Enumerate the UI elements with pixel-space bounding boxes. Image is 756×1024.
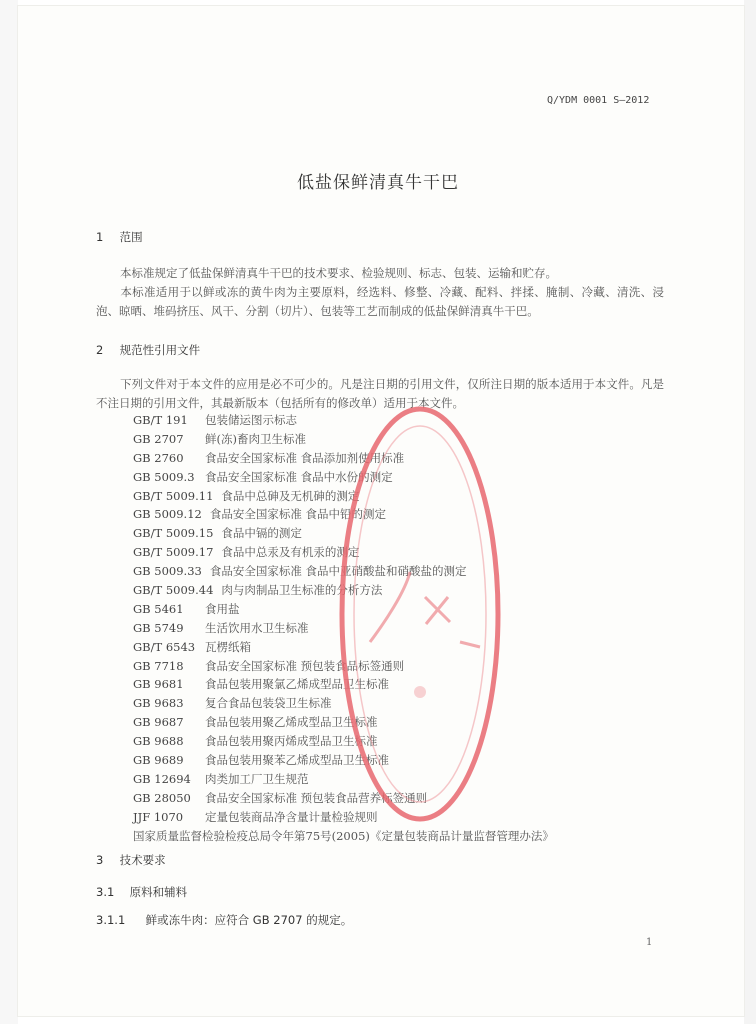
reference-code: GB 12694 bbox=[133, 771, 191, 786]
reference-title: 肉与肉制品卫生标准的分析方法 bbox=[221, 583, 383, 598]
reference-title: 食品中总汞及有机汞的测定 bbox=[221, 545, 360, 560]
reference-title: 肉类加工厂卫生规范 bbox=[205, 771, 309, 786]
reference-code: JJF 1070 bbox=[133, 809, 184, 824]
reference-code: GB/T 5009.17 bbox=[133, 545, 214, 560]
scan-edge-right bbox=[744, 0, 756, 1024]
reference-title: 复合食品包装袋卫生标准 bbox=[205, 696, 332, 711]
section-3-1-1-heading bbox=[96, 912, 352, 928]
reference-item bbox=[133, 505, 673, 524]
reference-item bbox=[133, 430, 673, 449]
reference-code: GB 2707 bbox=[133, 431, 184, 446]
section-3-1-1-number: 3.1.1 bbox=[96, 913, 126, 927]
section-1-paragraph-2-text: 本标准适用于以鲜或冻的黄牛肉为主要原料，经选料、修整、冷藏、配料、拌揉、腌制、冷藏、清洗、浸泡、晾晒、堆码挤压、风干、分割（切片）、包装等工艺而制成的低盐保鲜清真牛干巴。 bbox=[96, 285, 664, 318]
reference-title: 食品安全国家标准 食品中铅的测定 bbox=[209, 507, 387, 522]
section-2-intro bbox=[96, 375, 664, 413]
reference-title: 食用盐 bbox=[205, 601, 240, 616]
section-3-1-title: 原料和辅料 bbox=[129, 885, 188, 899]
section-2-intro-text: 下列文件对于本文件的应用是必不可少的。凡是注日期的引用文件，仅所注日期的版本适用于本文件。凡是不注日期的引用文件，其最新版本（包括所有的修改单）适用于本文件。 bbox=[96, 377, 664, 410]
reference-item bbox=[133, 487, 673, 506]
reference-item bbox=[133, 619, 673, 638]
reference-code: GB 9687 bbox=[133, 715, 184, 730]
reference-title: 国家质量监督检验检疫总局令年第75号(2005)《定量包装商品计量监督管理办法》 bbox=[133, 828, 554, 843]
standard-code: Q/YDM 0001 S—2012 bbox=[547, 95, 650, 106]
reference-title: 食品安全国家标准 预包装食品营养标签通则 bbox=[205, 790, 428, 805]
reference-title: 食品中镉的测定 bbox=[221, 526, 302, 541]
page-number: 1 bbox=[646, 937, 653, 948]
reference-item bbox=[133, 638, 673, 657]
reference-title: 食品安全国家标准 预包装食品标签通则 bbox=[205, 658, 405, 673]
reference-code: GB 5009.12 bbox=[133, 507, 202, 522]
reference-item bbox=[133, 770, 673, 789]
reference-title: 定量包装商品净含量计量检验规则 bbox=[205, 809, 378, 824]
section-1-number: 1 bbox=[96, 230, 104, 244]
section-1-heading bbox=[96, 229, 143, 245]
reference-item bbox=[133, 732, 673, 751]
section-3-1-1-text: 鲜或冻牛肉：应符合 GB 2707 的规定。 bbox=[145, 913, 353, 927]
section-1-paragraph-2 bbox=[96, 283, 664, 321]
reference-code: GB 7718 bbox=[133, 658, 184, 673]
reference-item bbox=[133, 751, 673, 770]
reference-title: 生活饮用水卫生标准 bbox=[205, 620, 309, 635]
reference-title: 食品中总砷及无机砷的测定 bbox=[221, 488, 360, 503]
reference-item bbox=[133, 468, 673, 487]
section-2-title: 规范性引用文件 bbox=[119, 343, 201, 357]
reference-code: GB 28050 bbox=[133, 790, 191, 805]
reference-title: 瓦楞纸箱 bbox=[205, 639, 251, 654]
reference-item bbox=[133, 694, 673, 713]
reference-code: GB/T 5009.44 bbox=[133, 583, 214, 598]
reference-title: 食品安全国家标准 食品中亚硝酸盐和硝酸盐的测定 bbox=[209, 564, 467, 579]
reference-code: GB 9689 bbox=[133, 753, 184, 768]
reference-code: GB 9683 bbox=[133, 696, 184, 711]
reference-title: 包装储运图示标志 bbox=[205, 413, 297, 427]
reference-title: 食品安全国家标准 食品中水份的测定 bbox=[205, 469, 393, 484]
reference-code: GB/T 5009.11 bbox=[133, 488, 214, 503]
section-3-number: 3 bbox=[96, 853, 104, 867]
reference-item bbox=[133, 657, 673, 676]
reference-code: GB 5749 bbox=[133, 620, 184, 635]
reference-title: 食品包装用聚乙烯成型品卫生标准 bbox=[205, 715, 378, 730]
reference-item bbox=[133, 562, 673, 581]
reference-code: GB/T 191 bbox=[133, 413, 188, 427]
reference-code: GB 5009.33 bbox=[133, 564, 202, 579]
reference-item bbox=[133, 449, 673, 468]
section-3-1-heading bbox=[96, 884, 187, 900]
reference-item bbox=[133, 581, 673, 600]
scan-edge-left bbox=[0, 0, 18, 1024]
reference-item bbox=[133, 808, 673, 827]
section-3-1-number: 3.1 bbox=[96, 885, 115, 899]
reference-title: 食品包装用聚苯乙烯成型品卫生标准 bbox=[205, 753, 389, 768]
reference-code: GB 9681 bbox=[133, 677, 184, 692]
reference-item bbox=[133, 827, 673, 846]
reference-item bbox=[133, 600, 673, 619]
reference-item bbox=[133, 411, 673, 430]
reference-code: GB/T 5009.15 bbox=[133, 526, 214, 541]
reference-title: 鲜(冻)畜肉卫生标准 bbox=[205, 431, 306, 446]
reference-code: GB 2760 bbox=[133, 450, 184, 465]
document-title: 低盐保鲜清真牛干巴 bbox=[297, 173, 459, 193]
reference-title: 食品包装用聚氯乙烯成型品卫生标准 bbox=[205, 677, 389, 692]
section-1-paragraph-1-text: 本标准规定了低盐保鲜清真牛干巴的技术要求、检验规则、标志、包装、运输和贮存。 bbox=[120, 266, 557, 280]
reference-code: GB/T 6543 bbox=[133, 639, 196, 654]
reference-code: GB 5009.3 bbox=[133, 469, 195, 484]
reference-code: GB 5461 bbox=[133, 601, 184, 616]
section-3-title: 技术要求 bbox=[119, 853, 166, 867]
reference-item bbox=[133, 789, 673, 808]
section-2-heading bbox=[96, 342, 200, 358]
section-2-number: 2 bbox=[96, 343, 104, 357]
reference-title: 食品安全国家标准 食品添加剂使用标准 bbox=[205, 450, 405, 465]
section-3-heading bbox=[96, 852, 166, 868]
section-1-title: 范围 bbox=[119, 230, 143, 244]
reference-title: 食品包装用聚丙烯成型品卫生标准 bbox=[205, 734, 378, 749]
reference-item bbox=[133, 713, 673, 732]
reference-item bbox=[133, 524, 673, 543]
reference-item bbox=[133, 543, 673, 562]
normative-references-list bbox=[133, 411, 673, 845]
reference-code: GB 9688 bbox=[133, 734, 184, 749]
reference-item bbox=[133, 675, 673, 694]
section-1-paragraph-1 bbox=[96, 264, 664, 283]
